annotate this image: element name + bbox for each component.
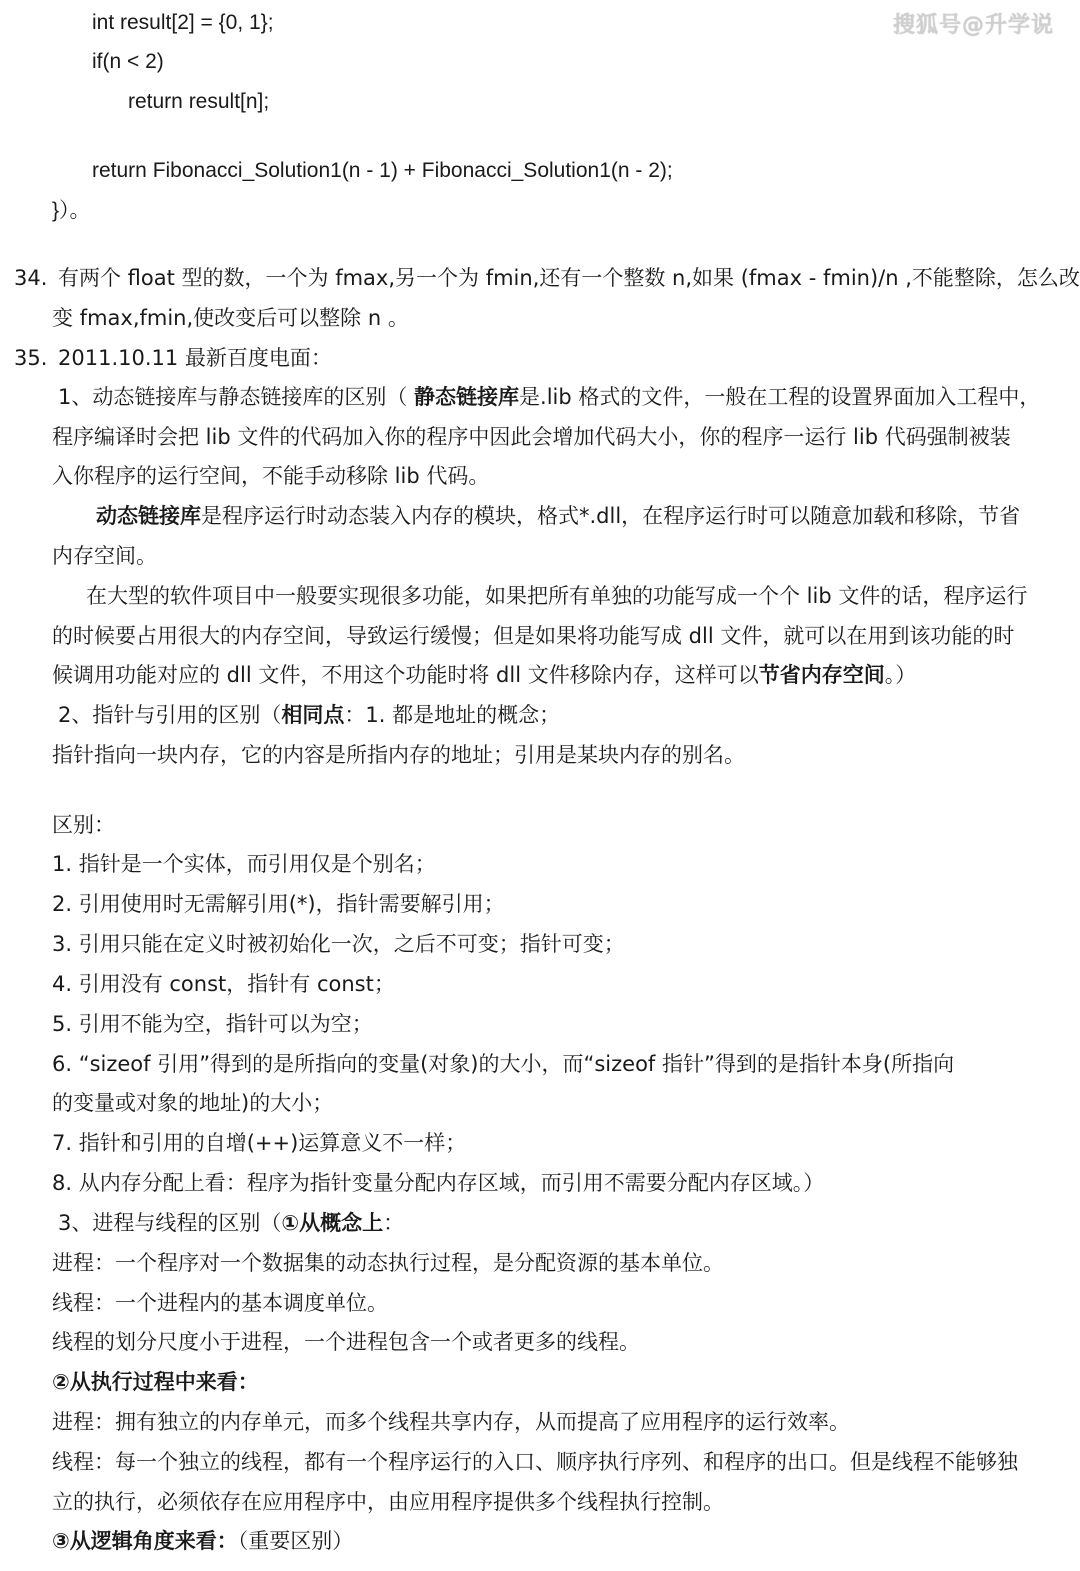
- item-1-p2-bold: 动态链接库: [96, 504, 201, 528]
- item-2-rest: ：1. 都是地址的概念；: [344, 703, 561, 727]
- item-3-heading-3-rest: （重要区别）: [237, 1529, 354, 1553]
- item-3-text: 线程的划分尺度小于进程，一个进程包含一个或者更多的线程。: [52, 1330, 640, 1354]
- question-number: 35.: [14, 346, 48, 370]
- item-1-line-1: [58, 383, 1040, 411]
- question-text: 有两个 float 型的数，一个为 fmax,另一个为 fmin,还有一个整数 n,如果 (fmax - fmin)/n ,不能整除，怎么改: [58, 266, 1080, 290]
- item-1-bold: 静态链接库: [414, 385, 520, 409]
- diff-item: 7. 指针和引用的自增(++)运算意义不一样；: [52, 1131, 467, 1155]
- item-3-line-1: [58, 1209, 404, 1237]
- item-3-heading-3: [52, 1527, 353, 1555]
- code-line-5: }）。: [52, 199, 91, 222]
- code-line-2: if(n < 2): [92, 50, 164, 73]
- item-1-line-3: 入你程序的运行空间，不能手动移除 lib 代码。: [52, 464, 490, 488]
- item-1-p3-line-3: [52, 661, 916, 689]
- item-1-p3-pre: 候调用功能对应的 dll 文件，不用这个功能时将 dll 文件移除内存，这样可以: [52, 663, 759, 687]
- item-2-line-1: [58, 701, 560, 729]
- item-3-bold: ①从概念上: [281, 1211, 384, 1235]
- item-2-bold: 相同点: [281, 703, 345, 727]
- code-line-4: return Fibonacci_Solution1(n - 1) + Fibonacci_Solution1(n - 2);: [92, 159, 673, 182]
- watermark: 搜狐号@升学说: [892, 13, 1054, 38]
- item-1-p3-post: 。）: [884, 663, 917, 687]
- item-3-rest: ：: [383, 1211, 405, 1235]
- item-2-prefix: 2、指针与引用的区别（: [58, 703, 282, 727]
- item-3-heading-3-bold: ③从逻辑角度来看：: [52, 1529, 238, 1553]
- item-1-p2-line-2: 内存空间。: [52, 544, 157, 568]
- item-1-p2-rest: 是程序运行时动态装入内存的模块，格式*.dll，在程序运行时可以随意加载和移除，节省: [201, 504, 1021, 528]
- diff-title: 区别：: [52, 813, 115, 837]
- item-3-text: 线程：每一个独立的线程，都有一个程序运行的入口、顺序执行序列、和程序的出口。但是线程不能够独: [52, 1450, 1018, 1474]
- question-34-line-1: [14, 264, 1080, 292]
- item-1-p3-line-2: 的时候要占用很大的内存空间，导致运行缓慢；但是如果将功能写成 dll 文件，就可以在用到该功能的时: [52, 624, 1015, 648]
- item-1-prefix: 1、动态链接库与静态链接库的区别（: [58, 385, 415, 409]
- item-1-rest: 是.lib 格式的文件，一般在工程的设置界面加入工程中，: [519, 385, 1041, 409]
- item-3-text: 进程：拥有独立的内存单元，而多个线程共享内存，从而提高了应用程序的运行效率。: [52, 1410, 850, 1434]
- diff-item: 8. 从内存分配上看：程序为指针变量分配内存区域，而引用不需要分配内存区域。）: [52, 1171, 825, 1195]
- item-2-line-2: 指针指向一块内存，它的内容是所指内存的地址；引用是某块内存的别名。: [52, 743, 745, 767]
- question-number: 34.: [14, 266, 48, 290]
- diff-item: 2. 引用使用时无需解引用(*)，指针需要解引用；: [52, 892, 505, 916]
- item-1-line-2: 程序编译时会把 lib 文件的代码加入你的程序中因此会增加代码大小，你的程序一运行 lib 代码强制被装: [52, 425, 1011, 449]
- question-34-line-2: 变 fmax,fmin,使改变后可以整除 n 。: [52, 306, 409, 330]
- item-1-p3-bold: 节省内存空间: [758, 663, 885, 687]
- item-1-p3-line-1: 在大型的软件项目中一般要实现很多功能，如果把所有单独的功能写成一个个 lib 文件的话，程序运行: [86, 584, 1028, 608]
- item-3-prefix: 3、进程与线程的区别（: [58, 1211, 282, 1235]
- item-3-text: 立的执行，必须依存在应用程序中，由应用程序提供多个线程执行控制。: [52, 1490, 724, 1514]
- diff-item: 1. 指针是一个实体，而引用仅是个别名；: [52, 852, 436, 876]
- item-1-p2-line-1: [96, 502, 1020, 530]
- item-3-heading-2: ②从执行过程中来看：: [52, 1370, 259, 1394]
- question-text: 2011.10.11 最新百度电面：: [58, 346, 332, 370]
- diff-item: 6. “sizeof 引用”得到的是所指向的变量(对象)的大小，而“sizeof 指针”得到的是指针本身(所指向: [52, 1052, 955, 1076]
- item-3-text: 线程：一个进程内的基本调度单位。: [52, 1291, 388, 1315]
- question-35-title: [14, 344, 332, 372]
- code-line-1: int result[2] = {0, 1};: [92, 11, 274, 34]
- diff-item: 4. 引用没有 const，指针有 const；: [52, 972, 395, 996]
- diff-item: 5. 引用不能为空，指针可以为空；: [52, 1012, 373, 1036]
- diff-item: 3. 引用只能在定义时被初始化一次，之后不可变；指针可变；: [52, 932, 625, 956]
- code-line-3: return result[n];: [128, 90, 270, 113]
- diff-item: 的变量或对象的地址)的大小；: [52, 1091, 334, 1115]
- item-3-text: 进程：一个程序对一个数据集的动态执行过程，是分配资源的基本单位。: [52, 1251, 724, 1275]
